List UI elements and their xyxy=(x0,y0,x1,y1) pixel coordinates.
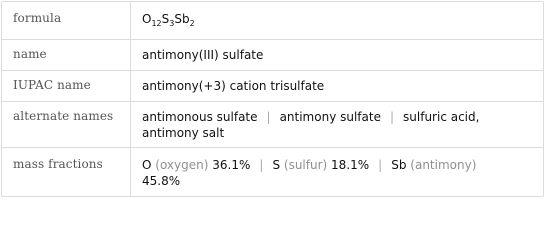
alternate-name-continued: antimony salt xyxy=(142,126,225,140)
separator: | xyxy=(378,158,383,172)
row-label-formula: formula xyxy=(13,11,62,25)
fraction-element-sulfur: (sulfur) xyxy=(283,158,328,172)
fraction-percent-sulfur: 18.1% xyxy=(331,158,370,172)
alternate-name: antimony sulfate xyxy=(279,110,381,124)
separator: | xyxy=(389,110,395,124)
table-row xyxy=(2,2,543,39)
fraction-symbol-s: S xyxy=(272,158,281,172)
mass-fractions-value xyxy=(142,157,476,189)
column-divider xyxy=(130,2,131,39)
table-row xyxy=(2,101,543,147)
fraction-element-oxygen: (oxygen) xyxy=(155,158,209,172)
fraction-symbol-sb: Sb xyxy=(391,158,407,172)
column-divider xyxy=(130,71,131,101)
column-divider xyxy=(130,40,131,70)
row-label-iupac-name: IUPAC name xyxy=(13,78,91,92)
row-label-mass-fractions: mass fractions xyxy=(13,157,103,171)
alternate-names-value xyxy=(142,109,479,141)
iupac-name-value: antimony(+3) cation trisulfate xyxy=(142,79,325,93)
formula-subscript-s: 3 xyxy=(169,19,175,28)
table-row xyxy=(2,39,543,70)
name-value: antimony(III) sulfate xyxy=(142,48,264,62)
alternate-name: sulfuric acid, xyxy=(403,110,480,124)
formula-element-s: S xyxy=(161,12,170,26)
column-divider xyxy=(130,148,131,196)
column-divider xyxy=(130,102,131,147)
fraction-percent-oxygen: 36.1% xyxy=(212,158,251,172)
fraction-percent-antimony: 45.8% xyxy=(142,174,181,188)
formula-element-sb: Sb xyxy=(174,12,190,26)
formula-subscript-sb: 2 xyxy=(189,19,195,28)
separator: | xyxy=(266,110,271,124)
formula-value xyxy=(142,11,195,27)
table-row xyxy=(2,70,543,101)
fraction-symbol-o: O xyxy=(142,158,152,172)
formula-element-o: O xyxy=(142,12,152,26)
row-label-alternate-names: alternate names xyxy=(13,109,114,123)
table-row xyxy=(2,147,543,196)
fraction-element-antimony: (antimony) xyxy=(410,158,477,172)
properties-table xyxy=(1,1,544,197)
row-label-name: name xyxy=(13,47,47,61)
formula-subscript-o: 12 xyxy=(151,19,162,28)
alternate-name: antimonous sulfate xyxy=(142,110,258,124)
separator: | xyxy=(259,158,264,172)
